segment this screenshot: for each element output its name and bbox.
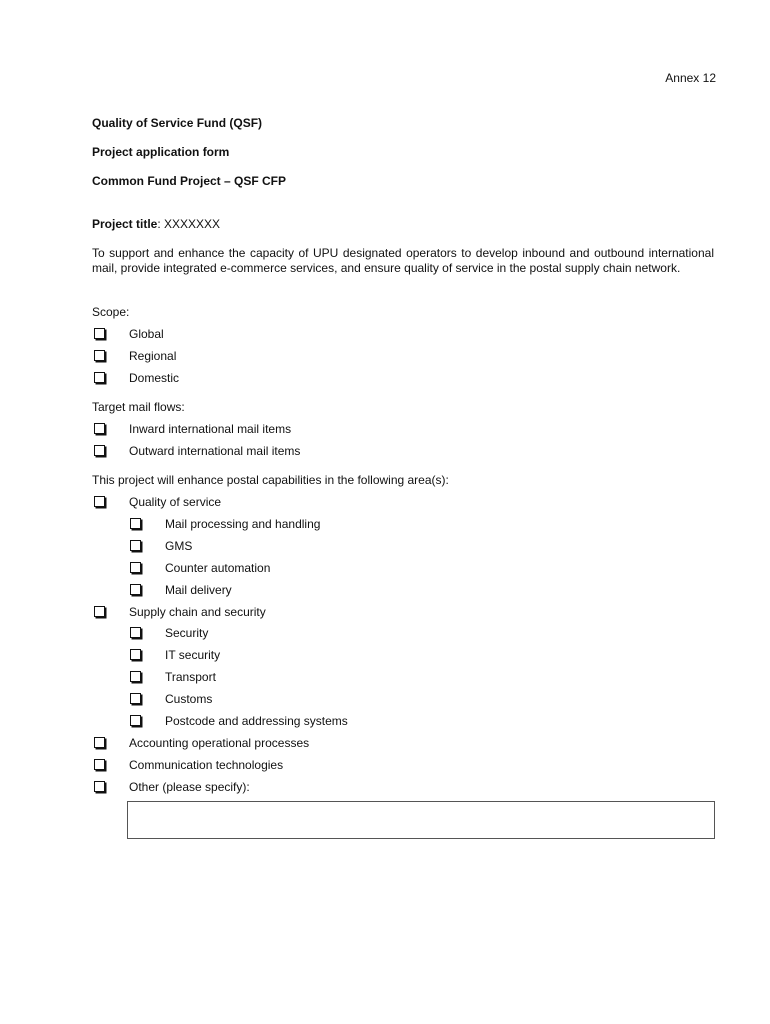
supply-chain-label: Supply chain and security xyxy=(129,605,266,619)
annex-label: Annex 12 xyxy=(665,71,716,85)
accounting-checkbox[interactable] xyxy=(94,737,105,748)
supply-chain-checkbox[interactable] xyxy=(94,606,105,617)
outward-mail-checkbox[interactable] xyxy=(94,445,105,456)
customs-checkbox[interactable] xyxy=(130,693,141,704)
counter-automation-checkbox[interactable] xyxy=(130,562,141,573)
customs-label: Customs xyxy=(165,692,213,706)
other-specify-field[interactable] xyxy=(127,801,715,839)
scope-regional-label: Regional xyxy=(129,349,177,363)
transport-label: Transport xyxy=(165,670,216,684)
project-description: To support and enhance the capacity of UPU designated operators to develop inbound and outbound international mail, provide integrated e-commerce services, and ensure quality of service in the postal supply chain network. xyxy=(92,246,714,275)
postcode-label: Postcode and addressing systems xyxy=(165,714,348,728)
inward-mail-label: Inward international mail items xyxy=(129,422,292,436)
counter-automation-label: Counter automation xyxy=(165,561,271,575)
transport-checkbox[interactable] xyxy=(130,671,141,682)
it-security-checkbox[interactable] xyxy=(130,649,141,660)
scope-domestic-checkbox[interactable] xyxy=(94,372,105,383)
communication-label: Communication technologies xyxy=(129,758,284,772)
outward-mail-label: Outward international mail items xyxy=(129,444,301,458)
mail-flows-label: Target mail flows: xyxy=(92,400,185,414)
mail-processing-label: Mail processing and handling xyxy=(165,517,321,531)
scope-label: Scope: xyxy=(92,305,130,319)
scope-regional-checkbox[interactable] xyxy=(94,350,105,361)
it-security-label: IT security xyxy=(165,648,221,662)
project-title-value: : XXXXXXX xyxy=(157,217,221,231)
mail-delivery-label: Mail delivery xyxy=(165,583,232,597)
quality-checkbox[interactable] xyxy=(94,496,105,507)
areas-label: This project will enhance postal capabilities in the following area(s): xyxy=(92,473,449,487)
accounting-label: Accounting operational processes xyxy=(129,736,310,750)
scope-global-label: Global xyxy=(129,327,164,341)
fund-heading: Quality of Service Fund (QSF) xyxy=(92,116,263,130)
scope-global-checkbox[interactable] xyxy=(94,328,105,339)
mail-processing-checkbox[interactable] xyxy=(130,518,141,529)
gms-checkbox[interactable] xyxy=(130,540,141,551)
communication-checkbox[interactable] xyxy=(94,759,105,770)
form-heading: Project application form xyxy=(92,145,230,159)
postcode-checkbox[interactable] xyxy=(130,715,141,726)
project-type-heading: Common Fund Project – QSF CFP xyxy=(92,174,287,188)
other-label: Other (please specify): xyxy=(129,780,250,794)
inward-mail-checkbox[interactable] xyxy=(94,423,105,434)
other-checkbox[interactable] xyxy=(94,781,105,792)
security-label: Security xyxy=(165,626,209,640)
project-title xyxy=(92,217,220,231)
security-checkbox[interactable] xyxy=(130,627,141,638)
scope-domestic-label: Domestic xyxy=(129,371,180,385)
project-title-label: Project title xyxy=(92,217,158,231)
quality-label: Quality of service xyxy=(129,495,222,509)
gms-label: GMS xyxy=(165,539,193,553)
mail-delivery-checkbox[interactable] xyxy=(130,584,141,595)
